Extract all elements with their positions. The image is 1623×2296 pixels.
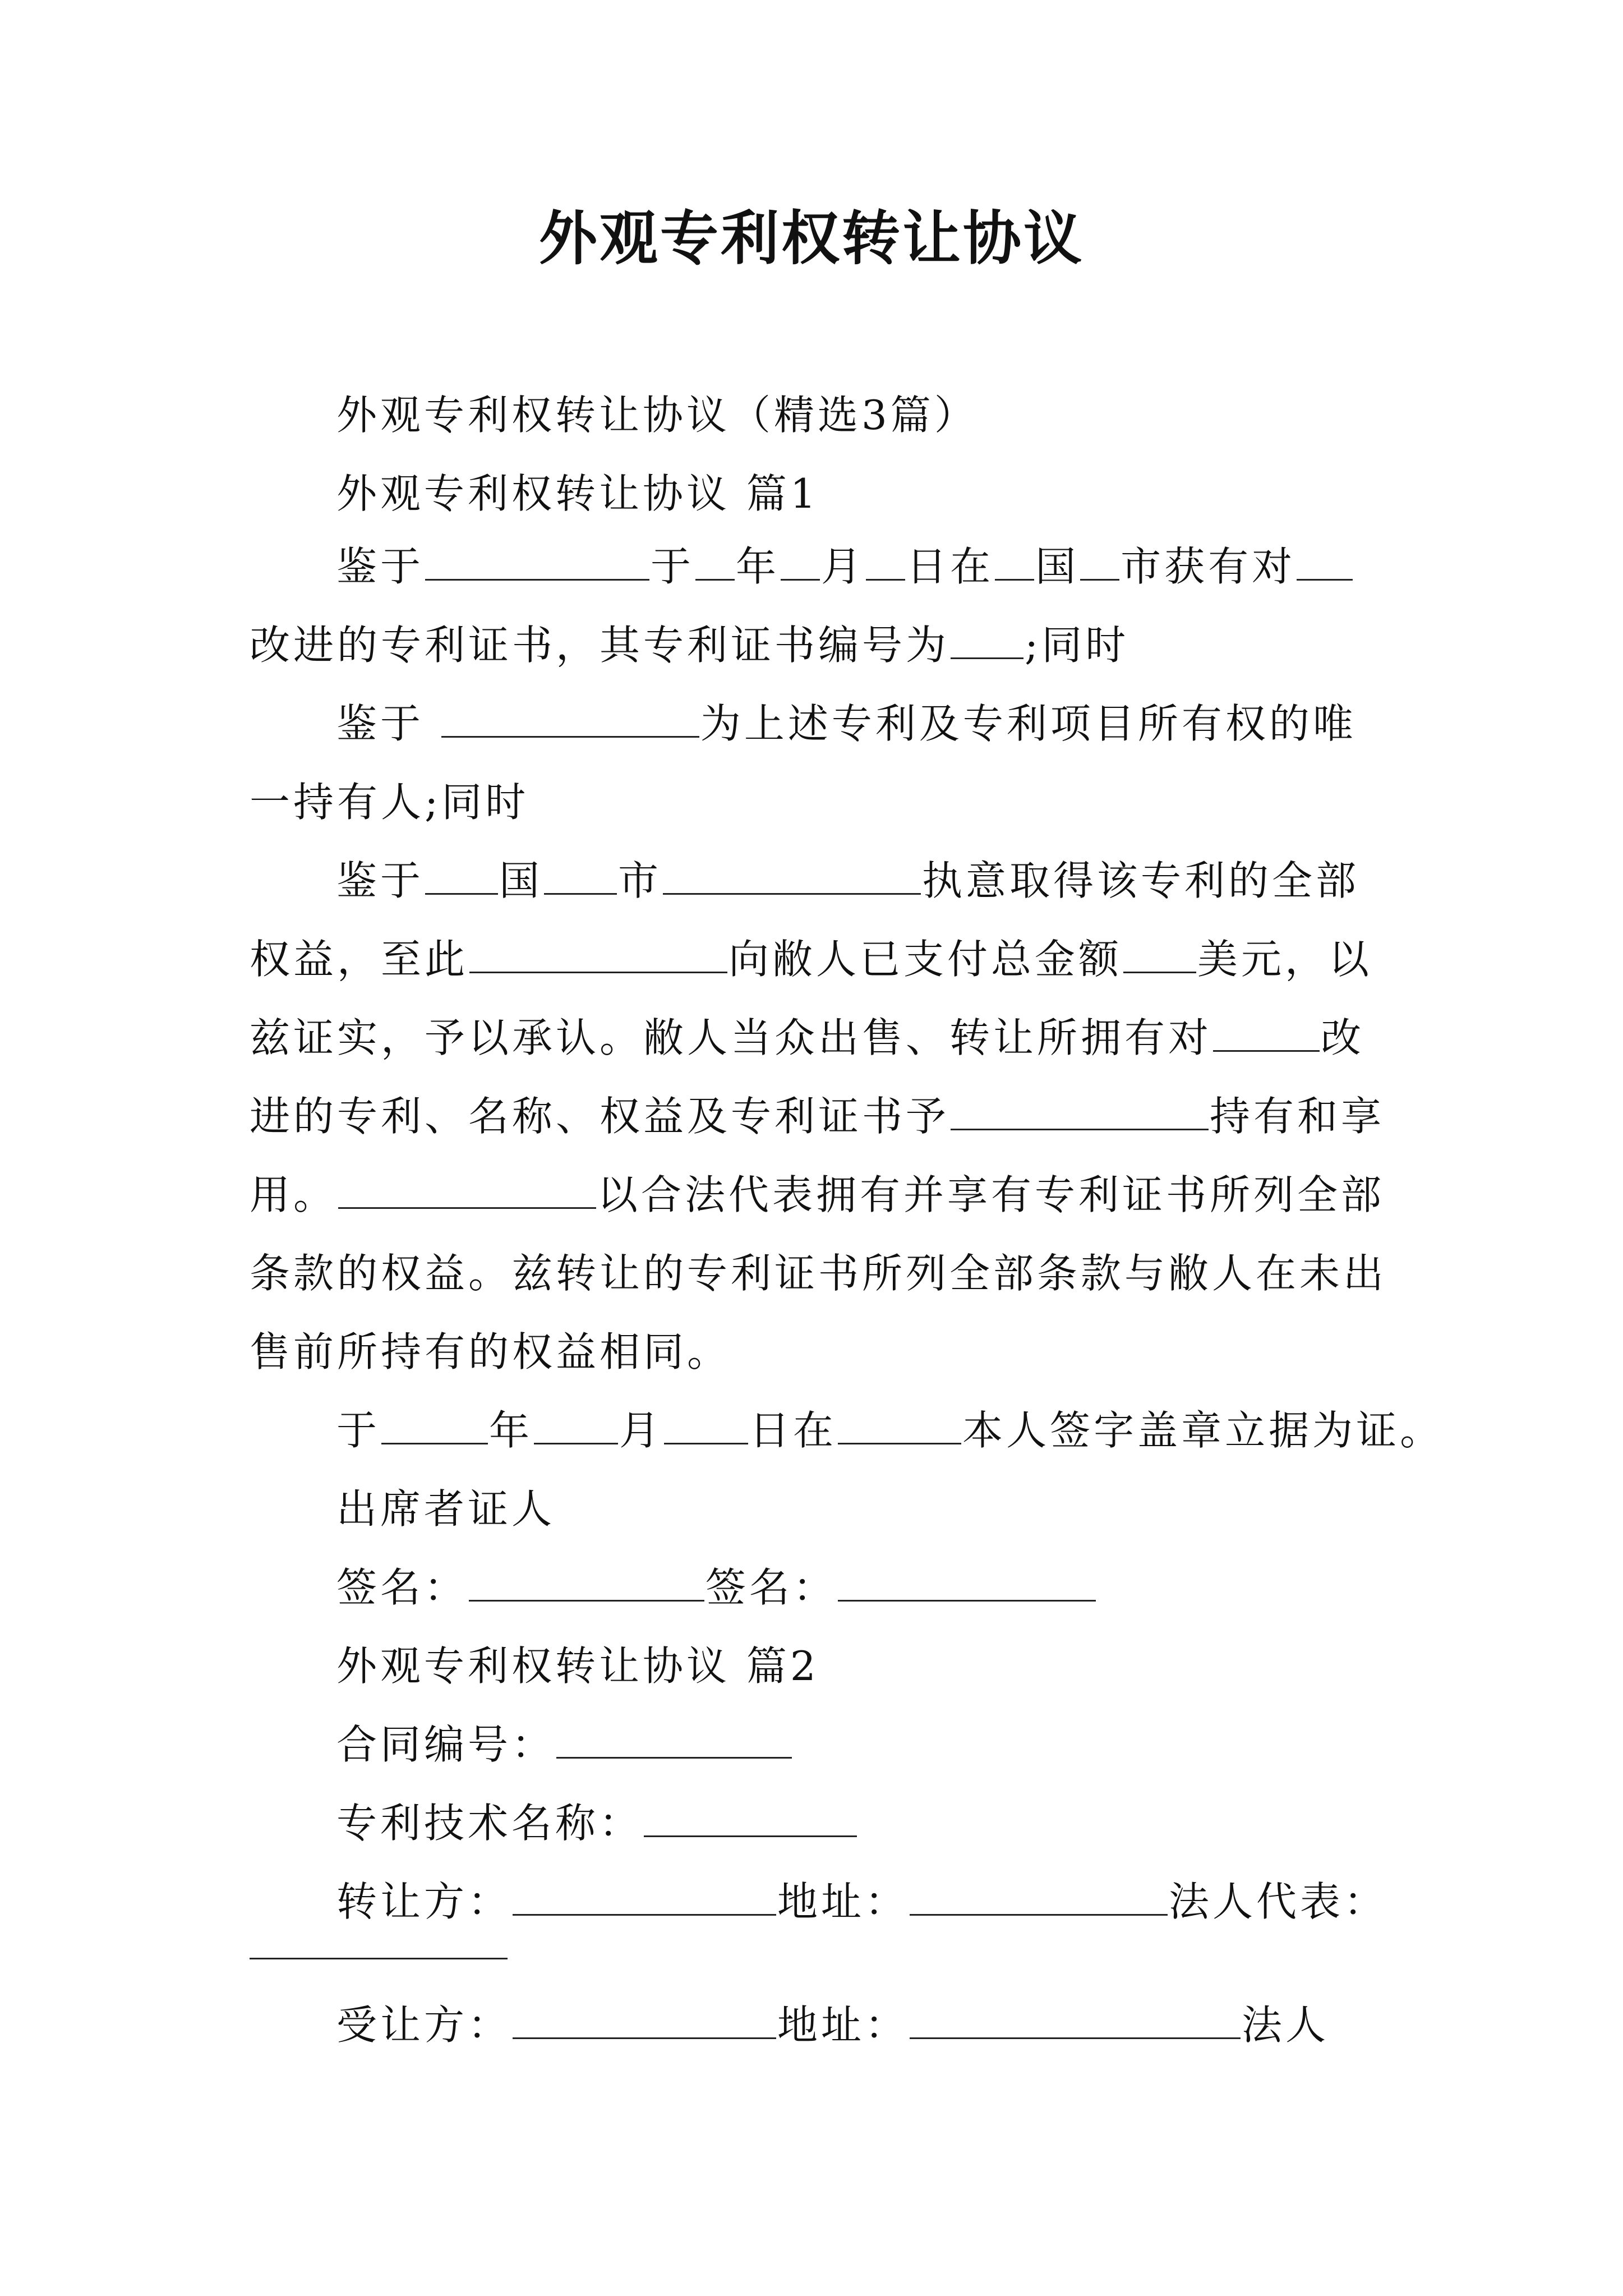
paragraph-line: 权益，至此 向敝人已支付总金额 美元，以 xyxy=(250,931,1372,987)
fill-blank xyxy=(695,541,735,581)
fill-blank xyxy=(513,1876,776,1916)
fill-blank xyxy=(1080,541,1119,581)
fill-blank xyxy=(425,855,498,895)
paragraph-line: 条款的权益。兹转让的专利证书所列全部条款与敝人在未出 xyxy=(250,1250,1387,1297)
fill-blank xyxy=(1213,1012,1320,1052)
fill-blank xyxy=(781,541,820,581)
fill-blank xyxy=(664,1405,748,1444)
fill-blank xyxy=(995,541,1034,581)
fill-blank xyxy=(866,541,905,581)
fill-blank xyxy=(534,1405,618,1444)
paragraph-line: 鉴于 于 年 月 日在 国 市获有对 xyxy=(336,539,1354,595)
transferor-line: 转让方： 地址： 法人代表： xyxy=(336,1874,1387,1930)
paragraph-line: 于 年 月 日在 本人签字盖章立据为证。 xyxy=(336,1402,1444,1458)
fill-blank xyxy=(469,933,727,973)
paragraph-line: 一持有人;同时 xyxy=(250,779,529,826)
signature-blank xyxy=(469,1562,704,1602)
transferee-line: 受让方： 地址： 法人 xyxy=(336,1997,1329,2053)
fill-blank xyxy=(951,1091,1209,1130)
signature-line: 签名： 签名： xyxy=(336,1559,1097,1616)
fill-blank xyxy=(441,698,699,738)
paragraph-line: 进的专利、名称、权益及专利证书予 持有和享 xyxy=(250,1088,1385,1144)
paragraph-line: 鉴于 为上述专利及专利项目所有权的唯 xyxy=(336,696,1357,752)
fill-blank xyxy=(1123,933,1196,973)
paragraph-line: 鉴于 国 市 执意取得该专利的全部 xyxy=(336,853,1359,909)
fill-blank xyxy=(910,1876,1168,1916)
fill-blank xyxy=(544,855,617,895)
fill-blank xyxy=(910,1999,1241,2039)
fill-blank xyxy=(556,1719,792,1759)
paragraph-line: 兹证实，予以承认。敝人当众出售、转让所拥有对 改 xyxy=(250,1010,1364,1066)
fill-blank xyxy=(951,619,1023,659)
contract-number-line: 合同编号： xyxy=(336,1717,793,1773)
paragraph-line: 售前所持有的权益相同。 xyxy=(250,1328,731,1375)
fill-blank xyxy=(644,1797,857,1837)
tech-name-line: 专利技术名称： xyxy=(336,1795,858,1851)
fill-blank xyxy=(513,1999,776,2039)
signature-blank xyxy=(838,1562,1096,1602)
fill-blank xyxy=(1297,541,1353,581)
paragraph-line: 改进的专利证书，其专利证书编号为 ;同时 xyxy=(250,617,1129,673)
fill-blank xyxy=(663,855,921,895)
fill-blank xyxy=(425,541,649,581)
document-title: 外观专利权转让协议 xyxy=(538,204,1084,273)
subtitle: 外观专利权转让协议（精选3篇） xyxy=(336,392,978,439)
fill-blank xyxy=(250,1958,508,1959)
witness-heading: 出席者证人 xyxy=(336,1485,556,1533)
section-heading-2: 外观专利权转让协议 篇2 xyxy=(336,1642,819,1690)
paragraph-line: 用。 以合法代表拥有并享有专利证书所列全部 xyxy=(250,1167,1385,1223)
fill-blank xyxy=(381,1405,488,1444)
section-heading-1: 外观专利权转让协议 篇1 xyxy=(336,470,819,517)
fill-blank xyxy=(338,1169,596,1209)
fill-blank xyxy=(838,1405,961,1444)
